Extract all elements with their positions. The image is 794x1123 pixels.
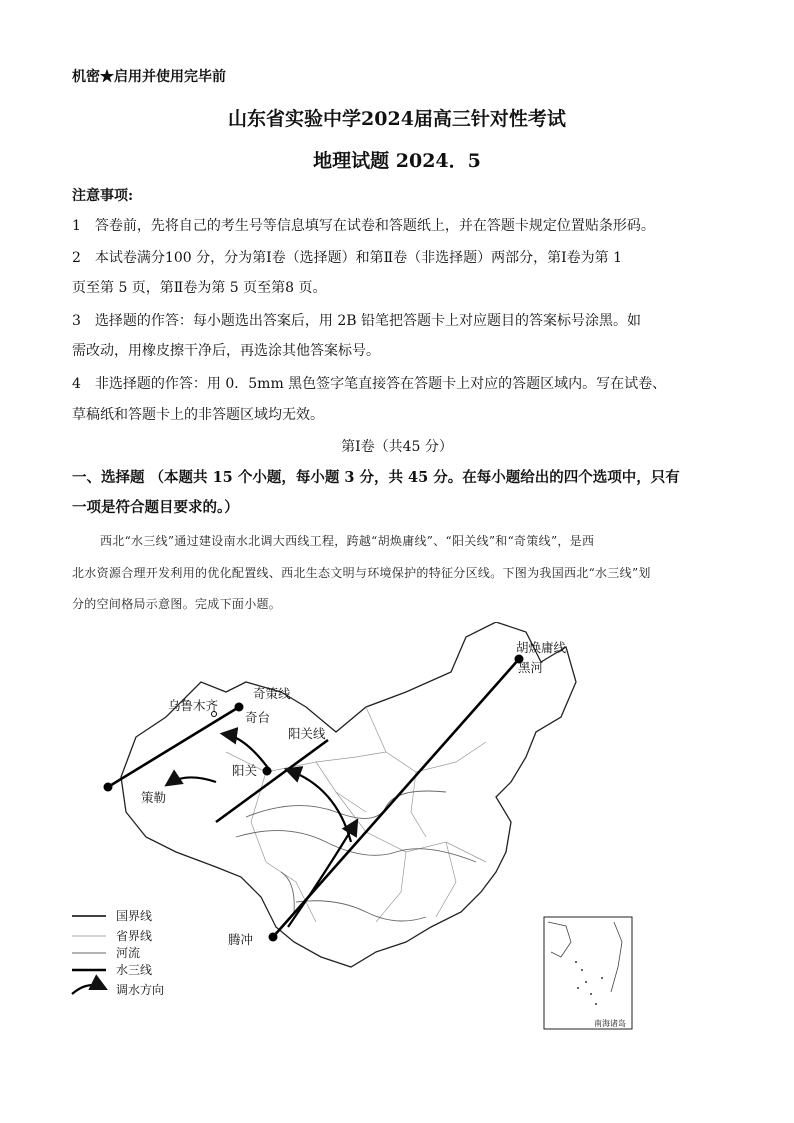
notice-line: 页至第 5 页，第Ⅱ卷为第 5 页至第8 页。 xyxy=(72,280,327,296)
rivers xyxy=(236,791,476,921)
legend-label: 调水方向 xyxy=(116,983,165,997)
label-huhuanyong-line: 胡焕庸线 xyxy=(516,640,567,655)
notice-line: 4 非选择题的作答：用 0．5mm 黑色签字笔直接答在答题卡上对应的答题区域内。写在试卷、 xyxy=(72,376,667,392)
transfer-arrow xyxy=(168,777,216,784)
south-china-sea-inset xyxy=(544,917,632,1029)
label-urumqi: 乌鲁木齐 xyxy=(168,698,219,713)
label-south-sea-islands: 南海诸岛 xyxy=(594,1019,626,1028)
notice-line: 草稿纸和答题卡上的非答题区域均无效。 xyxy=(72,407,324,423)
intro-paragraph: 西北“水三线”通过建设南水北调大西线工程，跨越“胡焕庸线”、“阳关线”和“奇策线”，是西 xyxy=(100,534,595,548)
label-tengchong: 腾冲 xyxy=(228,932,254,947)
china-water-three-lines-map xyxy=(66,622,636,1032)
legend-arrow-icon xyxy=(72,985,104,994)
map-points xyxy=(104,655,524,942)
legend-label: 河流 xyxy=(116,946,141,960)
question-instruction: 一项是符合题目要求的。） xyxy=(72,499,239,516)
label-qice-line: 奇策线 xyxy=(253,686,291,701)
china-outline xyxy=(121,622,576,967)
label-yangguan-line: 阳关线 xyxy=(288,726,326,741)
notice-line: 2 本试卷满分100 分，分为第Ⅰ卷（选择题）和第Ⅱ卷（非选择题）两部分，第Ⅰ卷为第 1 xyxy=(72,250,623,266)
notice-line: 1 答卷前，先将自己的考生号等信息填写在试卷和答题纸上，并在答题卡规定位置贴条形码。 xyxy=(72,218,655,234)
section-title: 第Ⅰ卷（共45 分） xyxy=(341,439,453,455)
map-legend xyxy=(72,908,164,997)
legend-label: 国界线 xyxy=(116,909,153,923)
subject-title: 地理试题 2024．5 xyxy=(313,150,481,172)
exam-title: 山东省实验中学2024届高三针对性考试 xyxy=(228,108,566,130)
label-heihe: 黑河 xyxy=(518,660,544,675)
qitai-point xyxy=(235,703,244,712)
tengchong-point xyxy=(269,933,278,942)
legend-label: 水三线 xyxy=(116,963,153,977)
label-cele: 策勒 xyxy=(141,790,167,805)
notice-heading: 注意事项: xyxy=(72,188,134,204)
label-yangguan: 阳关 xyxy=(232,763,258,778)
notice-line: 3 选择题的作答：每小题选出答案后，用 2B 铅笔把答题卡上对应题目的答案标号涂黑。如 xyxy=(72,313,642,329)
cele-point xyxy=(104,783,113,792)
transfer-arrow xyxy=(288,822,356,927)
intro-paragraph: 北水资源合理开发利用的优化配置线、西北生态文明与环境保护的特征分区线。下图为我国西北“水三线”划 xyxy=(72,566,651,580)
legend-label: 省界线 xyxy=(116,929,153,943)
notice-line: 需改动，用橡皮擦干净后，再选涂其他答案标号。 xyxy=(72,343,380,359)
confidential-notice: 机密★启用并使用完毕前 xyxy=(72,69,226,85)
yangguan-point xyxy=(263,767,272,776)
question-instruction: 一、选择题 （本题共 15 个小题，每小题 3 分，共 45 分。在每小题给出的四个选项中，只有 xyxy=(72,469,680,486)
qice-line xyxy=(108,707,239,787)
intro-paragraph: 分的空间格局示意图。完成下面小题。 xyxy=(72,597,282,611)
label-qitai: 奇台 xyxy=(245,710,271,725)
